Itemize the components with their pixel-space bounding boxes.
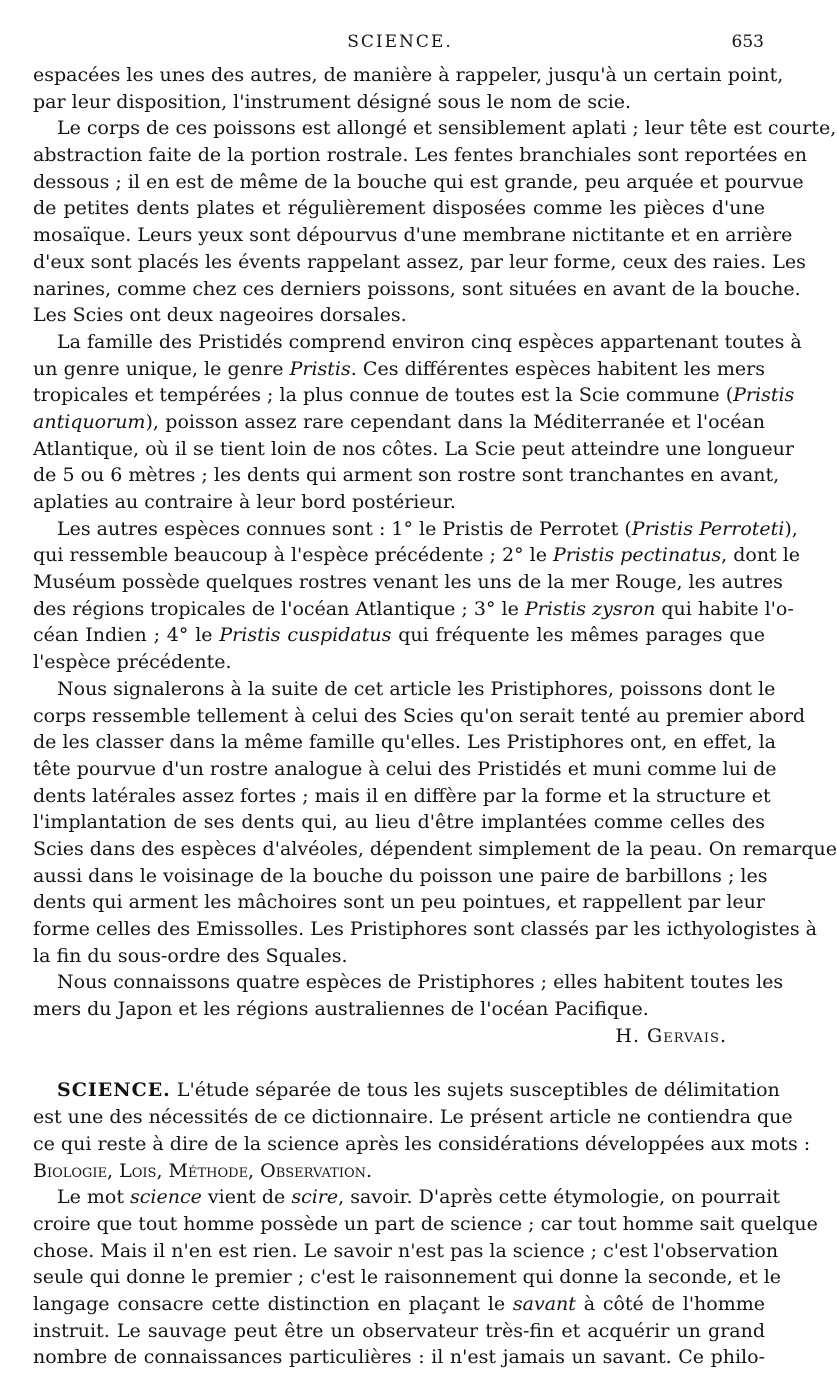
text-line: SCIENCE. L'étude séparée de tous les sujets susceptibles de délimitation: [57, 1079, 780, 1102]
text-line: Le mot science vient de scire, savoir. D'après cette étymologie, on pourrait: [57, 1186, 781, 1209]
article-body: [33, 62, 837, 1371]
text-line: Les autres espèces connues sont : 1° le Pristis de Perrotet (Pristis Perroteti),: [57, 517, 798, 540]
text-line: l'implantation de ses dents qui, au lieu d'être implantées comme celles des: [33, 811, 765, 834]
text-line: seule qui donne le premier ; c'est le raisonnement qui donne la seconde, et le: [33, 1266, 782, 1289]
text-line: la fin du sous-ordre des Squales.: [33, 944, 348, 967]
text-line: Nous signalerons à la suite de cet article les Pristiphores, poissons dont le: [57, 677, 776, 700]
text-line: qui ressemble beaucoup à l'espèce précédente ; 2° le Pristis pectinatus, dont le: [33, 544, 801, 567]
text-line: aplaties au contraire à leur bord postérieur.: [33, 491, 456, 513]
text-line: céan Indien ; 4° le Pristis cuspidatus qui fréquente les mêmes parages que: [33, 624, 765, 647]
text-line: Le corps de ces poissons est allongé et sensiblement aplati ; leur tête est courte,: [57, 117, 837, 140]
author-signature: H. Gervais.: [615, 1024, 727, 1047]
text-line: l'espèce précédente.: [33, 651, 232, 674]
cross-references: Biologie, Lois, Méthode, Observation.: [33, 1159, 373, 1182]
text-line: croire que tout homme possède un part de science ; car tout homme sait quelque: [33, 1212, 818, 1235]
text-line: de 5 ou 6 mètres ; les dents qui arment son rostre sont tranchantes en avant,: [33, 464, 780, 487]
text-line: forme celles des Emissolles. Les Pristiphores sont classés par les icthyologistes à: [33, 918, 817, 940]
text-line: de petites dents plates et régulièrement disposées comme les pièces d'une: [33, 197, 765, 220]
text-line: de les classer dans la même famille qu'elles. Les Pristiphores ont, en effet, la: [33, 731, 777, 754]
section-gap: [33, 1049, 765, 1077]
text-line: un genre unique, le genre Pristis. Ces différentes espèces habitent les mers: [33, 357, 765, 380]
text-line: Muséum possède quelques rostres venant les uns de la mer Rouge, les autres: [33, 571, 783, 594]
text-line: dessous ; il en est de même de la bouche qui est grande, peu arquée et pourvue: [33, 170, 804, 193]
text-line: langage consacre cette distinction en plaçant le savant à côté de l'homme: [33, 1292, 765, 1315]
text-line: narines, comme chez ces derniers poissons, sont situées en avant de la bouche.: [33, 277, 801, 300]
text-line: des régions tropicales de l'océan Atlantique ; 3° le Pristis zysron qui habite l'o-: [33, 597, 794, 620]
text-line: abstraction faite de la portion rostrale. Les fentes branchiales sont reportées en: [33, 144, 807, 167]
text-line: tropicales et tempérées ; la plus connue de toutes est la Scie commune (Pristis: [33, 384, 795, 407]
text-line: aussi dans le voisinage de la bouche du poisson une paire de barbillons ; les: [33, 864, 768, 887]
text-line: mosaïque. Leurs yeux sont dépourvus d'une membrane nictitante et en arrière: [33, 224, 793, 247]
text-line: instruit. Le sauvage peut être un observateur très-fin et acquérir un grand: [33, 1319, 765, 1342]
text-line: dents latérales assez fortes ; mais il en diffère par la forme et la structure et: [33, 784, 771, 807]
text-line: Nous connaissons quatre espèces de Pristiphores ; elles habitent toutes les: [57, 971, 784, 994]
text-line: antiquorum), poisson assez rare cependant dans la Méditerranée et l'océan: [33, 410, 765, 433]
running-title: SCIENCE.: [347, 32, 453, 52]
text-line: Les Scies ont deux nageoires dorsales.: [33, 304, 407, 327]
text-line: ce qui reste à dire de la science après les considérations développées aux mots :: [33, 1132, 811, 1155]
text-line: La famille des Pristidés comprend environ cinq espèces appartenant toutes à: [57, 330, 802, 353]
text-line: chose. Mais il n'en est rien. Le savoir n'est pas la science ; c'est l'observation: [33, 1239, 779, 1262]
text-line: d'eux sont placés les évents rappelant assez, par leur forme, ceux des raies. Les: [33, 250, 806, 273]
text-line: dents qui arment les mâchoires sont un peu pointues, et rappellent par leur: [33, 891, 765, 914]
text-line: par leur disposition, l'instrument désigné sous le nom de scie.: [33, 90, 632, 113]
page-number: 653: [731, 32, 764, 52]
text-line: nombre de connaissances particulières : il n'est jamais un savant. Ce philo-: [33, 1346, 765, 1369]
entry-heading: SCIENCE.: [57, 1079, 171, 1102]
text-line: espacées les unes des autres, de manière à rappeler, jusqu'à un certain point,: [33, 64, 784, 86]
text-line: Atlantique, où il se tient loin de nos côtes. La Scie peut atteindre une longueur: [33, 437, 794, 460]
text-line: Scies dans des espèces d'alvéoles, dépendent simplement de la peau. On remarque: [33, 837, 837, 860]
text-line: mers du Japon et les régions australiennes de l'océan Pacifique.: [33, 998, 649, 1021]
running-head: [0, 28, 800, 56]
text-line: tête pourvue d'un rostre analogue à celui des Pristidés et muni comme lui de: [33, 757, 777, 780]
text-line: corps ressemble tellement à celui des Scies qu'on serait tenté au premier abord: [33, 704, 806, 727]
text-line: est une des nécessités de ce dictionnaire. Le présent article ne contiendra que: [33, 1106, 793, 1129]
